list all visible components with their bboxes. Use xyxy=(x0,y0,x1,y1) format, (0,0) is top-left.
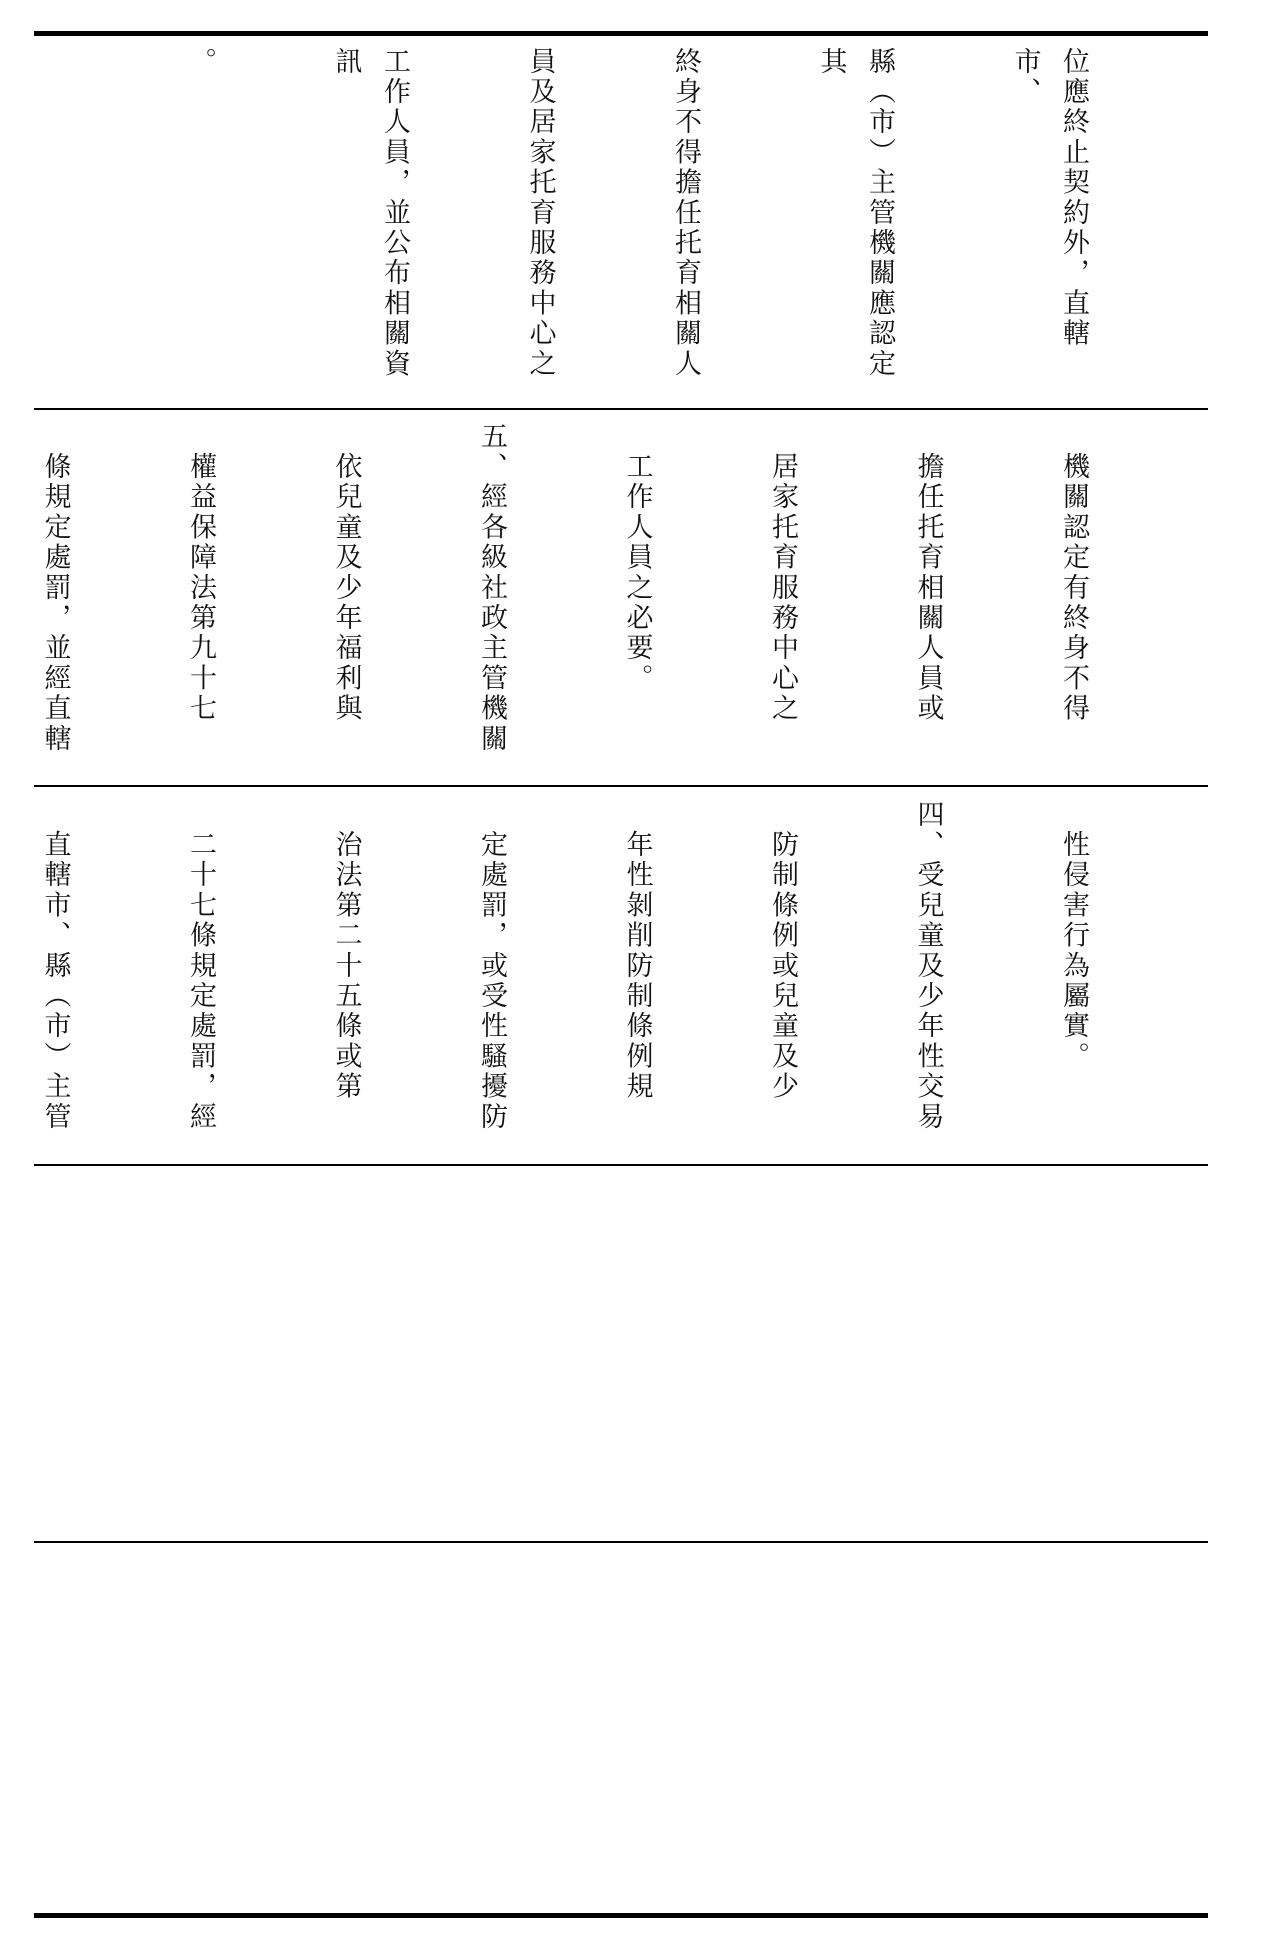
text-line: 擔任托育相關人員或 xyxy=(912,422,944,724)
text-line: 居家托育服務中心之 xyxy=(767,422,798,724)
column-proposed-article xyxy=(34,412,1208,782)
text-line: 治法第二十五條或第 xyxy=(330,800,362,1102)
text-line: 位應終止契約外，直轄市、 xyxy=(1009,47,1089,349)
text-line: 防制條例或兒童及少 xyxy=(767,800,798,1102)
column-current-article xyxy=(34,790,1208,1162)
text-line: 權益保障法第九十七 xyxy=(185,422,216,724)
column-empty-1 xyxy=(34,1170,1208,1542)
blank-line xyxy=(34,47,79,402)
column-divider-3 xyxy=(34,1164,1208,1166)
top-rule xyxy=(34,31,1208,36)
text-line: 工作人員，並公布相關資訊 xyxy=(330,47,410,380)
column-proposal-note xyxy=(34,37,1208,407)
column-divider-1 xyxy=(34,408,1208,410)
text-line: 年性剝削防制條例規 xyxy=(621,800,653,1102)
text-line: 員及居家托育服務中心之 xyxy=(524,47,556,380)
column-3-text xyxy=(34,800,1194,1155)
text-line: 二十七條規定處罰，經 xyxy=(185,800,216,1133)
column-2-text xyxy=(34,422,1194,777)
text-line: 縣（市）主管機關應認定其 xyxy=(815,47,895,380)
text-line: 性侵害行為屬實。 xyxy=(1058,800,1089,1072)
column-divider-2 xyxy=(34,785,1208,787)
column-empty-2 xyxy=(34,1547,1208,1917)
text-line: 四、受兒童及少年性交易 xyxy=(912,800,944,1133)
text-line: 。 xyxy=(185,47,216,78)
text-line: 條規定處罰，並經直轄 xyxy=(39,422,71,755)
text-line: 五、經各級社政主管機關 xyxy=(476,422,507,755)
text-line: 終身不得擔任托育相關人 xyxy=(670,47,701,380)
text-line: 工作人員之必要。 xyxy=(621,422,653,694)
text-line: 定處罰，或受性騷擾防 xyxy=(476,800,507,1133)
text-line: 直轄市、縣（市）主管 xyxy=(39,800,71,1133)
text-line: 機關認定有終身不得 xyxy=(1058,422,1089,724)
column-1-text xyxy=(34,47,1194,402)
text-line: 依兒童及少年福利與 xyxy=(330,422,362,724)
